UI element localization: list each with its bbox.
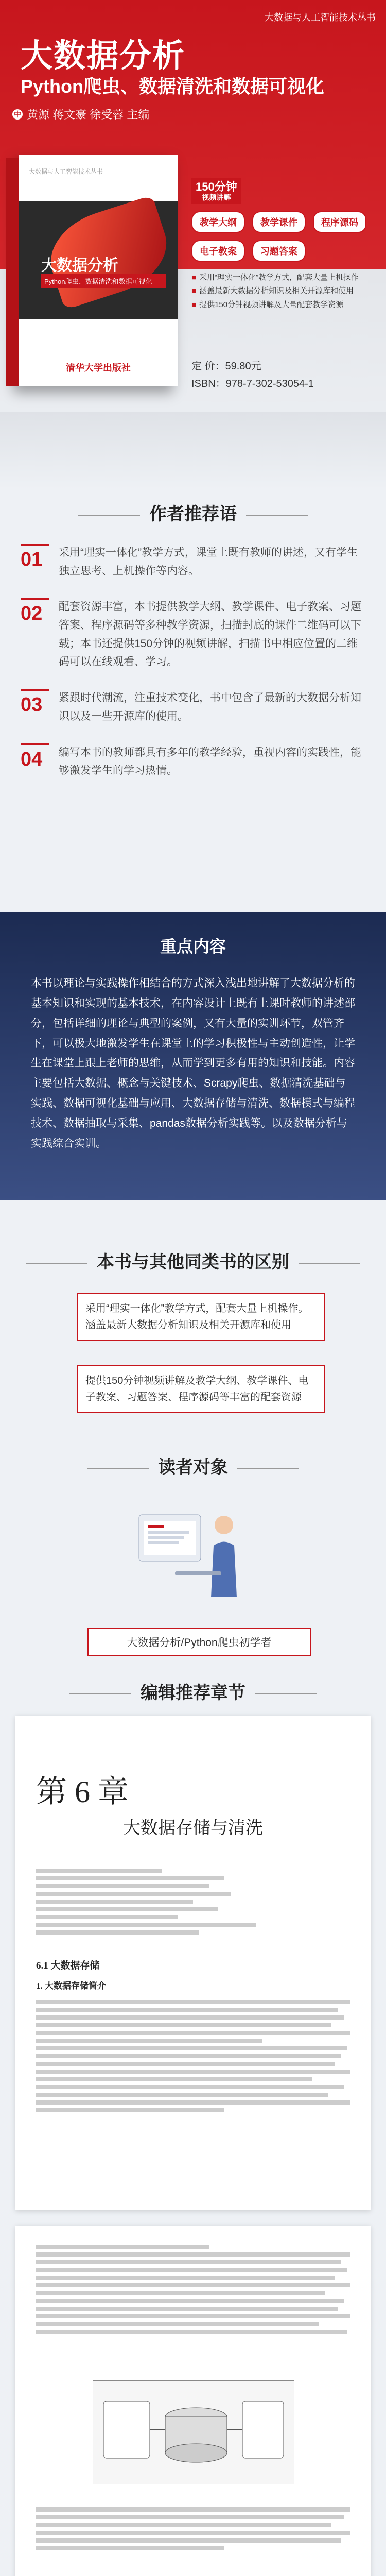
resource-tags: [191, 211, 366, 262]
item-text: 采用“理实一体化”教学方式，课堂上既有教师的讲述，又有学生独立思考、上机操作等内容。: [59, 547, 358, 577]
book-cover-title: 大数据分析: [41, 257, 118, 274]
list-item: [21, 689, 365, 725]
item-text: 配套资源丰富，本书提供教学大纲、教学课件、电子教案、习题答案、程序源码等多种教学资源，扫描封底的课件二维码可以下载；本书还提供150分钟的视频讲解，扫描书中相应位置的二维码可以在线观看、学习。: [59, 601, 361, 668]
bullet-icon: ■: [191, 300, 197, 309]
recommendation-list: [21, 544, 365, 798]
book-cover-subtitle: Python爬虫、数据清洗和数据可视化: [41, 274, 166, 288]
video-label: 视频讲解: [202, 193, 231, 202]
feature-list: [191, 271, 366, 312]
divider: [237, 1468, 299, 1469]
chapter-page-1: [15, 1716, 371, 2210]
section-heading-chapter: 编辑推荐章节: [0, 1679, 386, 1704]
main-title: 大数据分析: [21, 38, 186, 74]
body-text: [36, 1865, 350, 1938]
book-cover-image[interactable]: [19, 155, 178, 386]
book-cover-series: 大数据与人工智能技术丛书: [29, 168, 103, 175]
item-text: 编写本书的教师都具有多年的教学经验，重视内容的实践性，能够激发学生的学习热情。: [59, 746, 361, 777]
subsection-heading: 1. 大数据存储简介: [36, 1981, 106, 1991]
item-text: 紧跟时代潮流，注重技术变化，书中包含了最新的大数据分析知识以及一些开源库的使用。: [59, 692, 361, 722]
book-cover-publisher: 清华大学出版社: [66, 363, 131, 373]
item-number: 03: [21, 689, 49, 725]
reader-illustration: [129, 1494, 257, 1597]
hero-bottom-strip: [0, 412, 386, 489]
body-text: [36, 2504, 350, 2554]
chapter-number: 第 6 章: [36, 1775, 129, 1809]
item-number: 01: [21, 544, 49, 580]
series-label: 大数据与人工智能技术丛书: [265, 12, 376, 23]
tag-courseware: 教学课件: [252, 211, 306, 233]
section-heading: 6.1 大数据存储: [36, 1960, 100, 1971]
list-item: [21, 544, 365, 580]
divider: [87, 1468, 149, 1469]
tag-answers: 习题答案: [252, 240, 306, 262]
list-item: [21, 598, 365, 671]
bullet-icon: ■: [191, 286, 197, 296]
tag-syllabus: 教学大纲: [191, 211, 245, 233]
author-badge-icon: 中: [12, 109, 23, 120]
tag-source-code: 程序源码: [313, 211, 366, 233]
price-info: [191, 358, 314, 393]
divider: [78, 515, 140, 516]
item-number: 04: [21, 743, 49, 780]
difference-box-1: 采用“理实一体化”教学方式，配套大量上机操作。涵盖最新大数据分析知识及相关开源库和使用: [77, 1293, 325, 1341]
author-names: 黄源 蒋文豪 徐受蓉 主编: [27, 108, 150, 121]
chapter-title: 大数据存储与清洗: [123, 1819, 263, 1838]
chapter-page-2: [15, 2226, 371, 2576]
tag-lesson-plan: 电子教案: [191, 240, 245, 262]
section-heading-reader: 读者对象: [0, 1453, 386, 1478]
price: 定 价：59.80元: [191, 361, 261, 372]
book-spine: [6, 158, 19, 386]
sub-title: Python爬虫、数据清洗和数据可视化: [21, 76, 324, 97]
section-heading-recommendation: 作者推荐语: [0, 500, 386, 525]
feature-item: ■ 提供150分钟视频讲解及大量配套教学资源: [191, 298, 366, 312]
feature-item: ■ 采用“理实一体化”教学方式，配套大量上机操作: [191, 271, 366, 284]
section-heading-key-content: 重点内容: [160, 937, 226, 956]
divider: [69, 1693, 131, 1694]
divider: [299, 1263, 360, 1264]
bullet-icon: ■: [191, 273, 197, 282]
reader-target: 大数据分析/Python爬虫初学者: [87, 1628, 311, 1656]
figure-diagram: [93, 2380, 294, 2484]
list-item: [21, 743, 365, 780]
difference-box-2: 提供150分钟视频讲解及教学大纲、教学课件、电子教案、习题答案、程序源码等丰富的配套资源: [77, 1365, 325, 1413]
item-number: 02: [21, 598, 49, 671]
feature-item: ■ 涵盖最新大数据分析知识及相关开源库和使用: [191, 284, 366, 298]
divider: [255, 1693, 317, 1694]
key-content-text: 本书以理论与实践操作相结合的方式深入浅出地讲解了大数据分析的基本知识和实现的基本技术，在内容设计上既有上课时教师的讲述部分，包括详细的理论与典型的案例，又有大量的实训环节，双管齐下，可以极大地激发学生在课堂上的学习积极性与主动创造性，让学生在课堂上跟上老师的思维，从而学到更多有用的知识和技能。内容主要包括大数据、概念与关键技术、Scrapy爬虫、数据清洗基础与实践、数据可视化基础与应用、大数据存储与清洗、数据模式与编程技术、数据抽取与采集、pandas数据分析实践等。以及数据分析与实践综合实训。: [31, 977, 355, 1149]
body-text: [36, 1996, 350, 2116]
body-text: [36, 2241, 350, 2337]
video-minutes: 150分钟: [196, 180, 237, 193]
video-badge: [191, 178, 241, 204]
divider: [26, 1263, 87, 1264]
divider: [246, 515, 308, 516]
isbn: ISBN：978-7-302-53054-1: [191, 378, 314, 389]
section-heading-difference: 本书与其他同类书的区别: [0, 1248, 386, 1273]
authors: [12, 106, 149, 122]
